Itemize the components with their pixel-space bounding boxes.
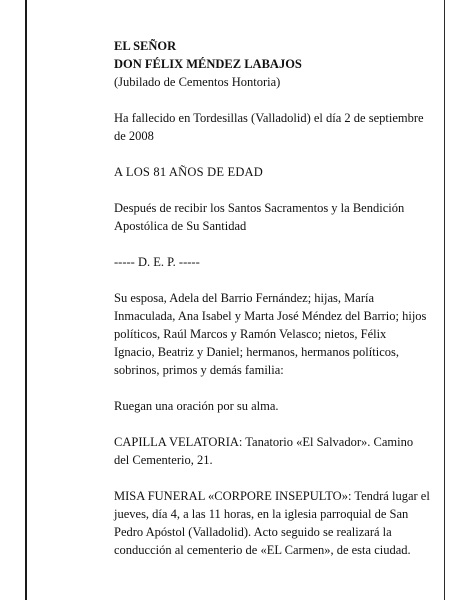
family-list: Su esposa, Adela del Barrio Fernández; hijas, María Inmaculada, Ana Isabel y Marta José Méndez del Barrio; hijos políticos, Raúl Marcos y Ramón Velasco; nietos, Félix Ignacio, Beatriz y Daniel; hermanos, hermanos políticos, sobrinos, primos y demás familia: xyxy=(114,291,427,377)
honorific-title: EL SEÑOR xyxy=(114,39,177,53)
rip-line: ----- D. E. P. ----- xyxy=(114,255,200,269)
notice-header xyxy=(114,37,430,91)
chapel-info: CAPILLA VELATORIA: Tanatorio «El Salvador». Camino del Cementerio, 21. xyxy=(114,435,414,467)
obituary-notice xyxy=(114,37,430,577)
left-border-rule xyxy=(25,0,27,600)
right-border-rule xyxy=(444,0,445,600)
deceased-name: DON FÉLIX MÉNDEZ LABAJOS xyxy=(114,57,302,71)
prayer-request: Ruegan una oración por su alma. xyxy=(114,399,279,413)
deceased-occupation: (Jubilado de Cementos Hontoria) xyxy=(114,75,281,89)
death-statement: Ha fallecido en Tordesillas (Valladolid) el día 2 de septiembre de 2008 xyxy=(114,111,424,143)
funeral-info: MISA FUNERAL «CORPORE INSEPULTO»: Tendrá lugar el jueves, día 4, a las 11 horas, en la iglesia parroquial de San Pedro Apóstol (Valladolid). Acto seguido se realizará la conducción al cementerio de «EL Carmen», de esta ciudad. xyxy=(114,489,430,557)
age-statement: A LOS 81 AÑOS DE EDAD xyxy=(114,165,263,179)
sacraments-statement: Después de recibir los Santos Sacramentos y la Bendición Apostólica de Su Santidad xyxy=(114,201,405,233)
